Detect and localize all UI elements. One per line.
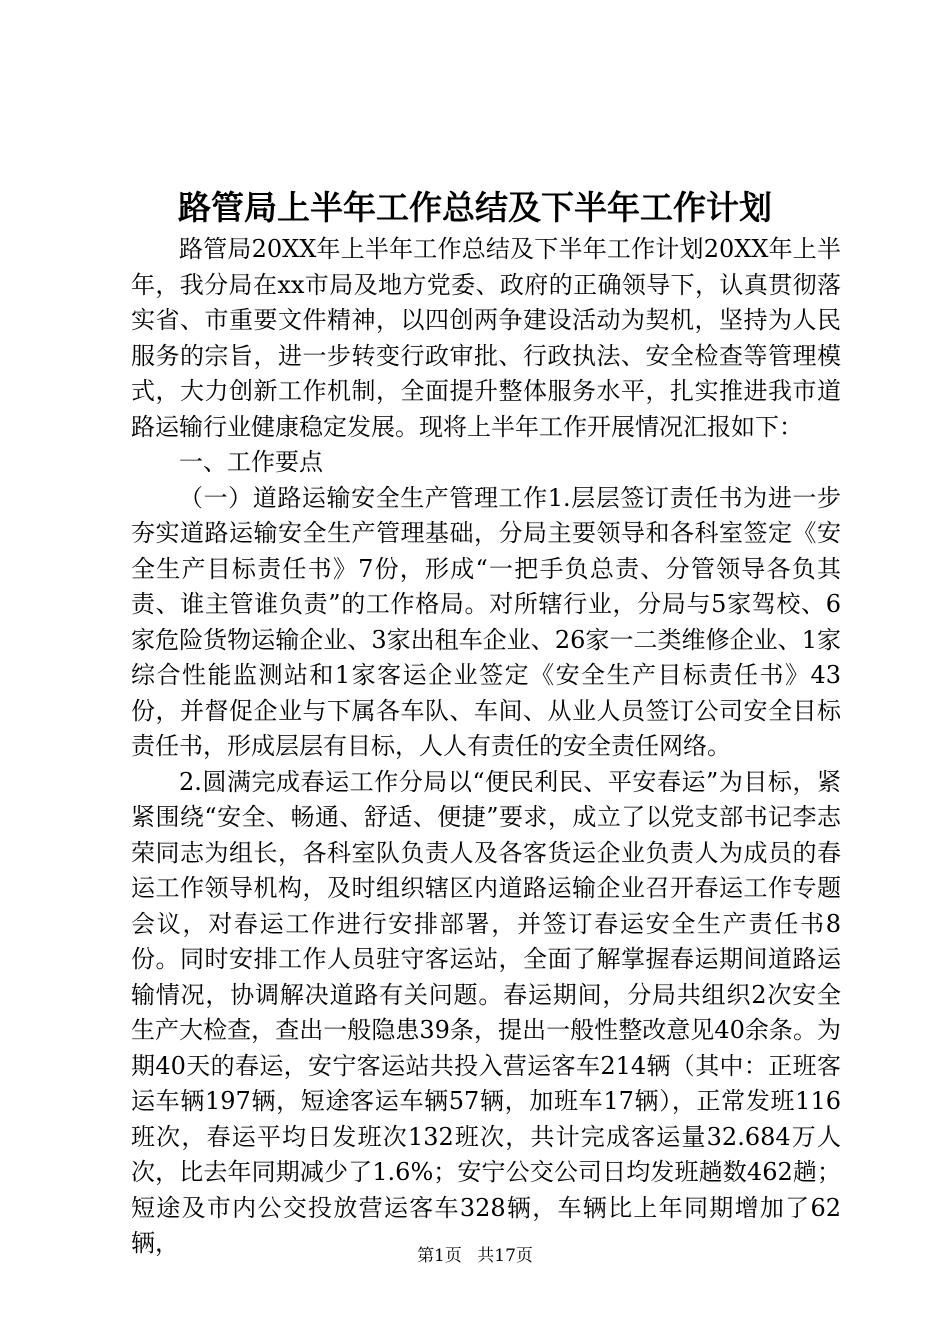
document-body xyxy=(131,232,841,1262)
section-heading: 一、工作要点 xyxy=(179,448,323,476)
page-number: 第1页 xyxy=(417,1246,462,1266)
paragraph-spring-transport: 2.圆满完成春运工作分局以“便民利民、平安春运”为目标，紧紧围绕“安全、畅通、舒适、便捷”要求，成立了以党支部书记李志荣同志为组长，各科室队负责人及各客货运企业负责人为成员的春运工作领导机构，及时组织辖区内道路运输企业召开春运工作专题会议，对春运工作进行安排部署，并签订春运安全生产责任书8份。同时安排工作人员驻守客运站，全面了解掌握春运期间道路运输情况，协调解决道路有关问题。春运期间，分局共组织2次安全生产大检查，查出一般隐患39条，提出一般性整改意见40余条。为期40天的春运，安宁客运站共投入营运客车214辆（其中：正班客运车辆197辆，短途客运车辆57辆，加班车17辆），正常发班116班次，春运平均日发班次132班次，共计完成客运量32.684万人次，比去年同期减少了1.6%；安宁公交公司日均发班趟数462趟；短途及市内公交投放营运客车328辆，车辆比上年同期增加了62辆， xyxy=(131,767,841,1257)
page-footer xyxy=(0,1244,950,1268)
page-total: 共17页 xyxy=(477,1246,533,1266)
paragraph-intro: 路管局20XX年上半年工作总结及下半年工作计划20XX年上半年，我分局在xx市局及地方党委、政府的正确领导下，认真贯彻落实省、市重要文件精神，以四创两争建设活动为契机，坚持为人民服务的宗旨，进一步转变行政审批、行政执法、安全检查等管理模式，大力创新工作机制，全面提升整体服务水平，扎实推进我市道路运输行业健康稳定发展。现将上半年工作开展情况汇报如下： xyxy=(131,235,841,441)
document-title: 路管局上半年工作总结及下半年工作计划 xyxy=(178,188,772,227)
paragraph-safety-management: （一）道路运输安全生产管理工作1.层层签订责任书为进一步夯实道路运输安全生产管理基础，分局主要领导和各科室签定《安全生产目标责任书》7份，形成“一把手负总责、分管领导各负其责、谁主管谁负责”的工作格局。对所辖行业，分局与5家驾校、6家危险货物运输企业、3家出租车企业、26家一二类维修企业、1家综合性能监测站和1家客运企业签定《安全生产目标责任书》43份，并督促企业与下属各车队、车间、从业人员签订公司安全目标责任书，形成层层有目标，人人有责任的安全责任网络。 xyxy=(131,483,841,760)
